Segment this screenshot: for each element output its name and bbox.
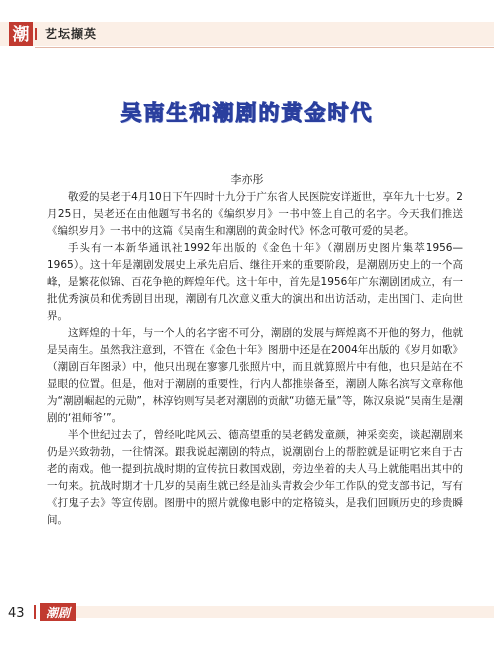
footer-logo-text: 潮剧 <box>45 606 71 620</box>
header-rule <box>35 47 494 48</box>
magazine-logo-icon <box>40 603 76 621</box>
article-title: 吴南生和潮剧的黄金时代 <box>120 100 374 125</box>
footer-divider <box>34 605 36 619</box>
footer-band <box>76 606 494 618</box>
header-divider <box>35 28 37 40</box>
paragraph: 手头有一本新华通讯社1992年出版的《金色十年》（潮剧历史图片集萃1956—1965）。这十年是潮剧发展史上承先启后、继往开来的重要阶段，是潮剧历史上的一个高峰，是繁花似锦、百花争艳的辉煌年代。这十年中，首先是1956年广东潮剧团成立，有一批优秀演员和优秀剧目出现，潮剧有几次意义重大的演出和出访活动，走出国门、走向世界。 <box>47 242 463 322</box>
article-author: 李亦彤 <box>230 173 264 186</box>
page-number: 43 <box>8 606 25 621</box>
article-body <box>47 189 463 529</box>
paragraph: 这辉煌的十年，与一个人的名字密不可分，潮剧的发展与辉煌离不开他的努力，他就是吴南生。虽然我注意到，不管在《金色十年》图册中还是在2004年出版的《岁月如歌》（潮剧百年图录）中，他只出现在寥寥几张照片中，而且就算照片中有他，也只是站在不显眼的位置。但是，他对于潮剧的重要性，行内人都推崇备至，潮剧人陈名滨写文章称他为“潮剧崛起的元勋”，林淳钧则写吴老对潮剧的贡献“功德无量”等，陈汉泉说“吴南生是潮剧的‘祖师爷’”。 <box>47 327 463 424</box>
paragraph: 半个世纪过去了，曾经叱咤风云、德高望重的吴老鹤发童颜，神采奕奕，谈起潮剧来仍是兴致勃勃，一往情深。跟我说起潮剧的特点，说潮剧台上的帮腔就是证明它来自于古老的南戏。他一提到抗战时期的宣传抗日救国戏剧，旁边坐着的夫人马上就能唱出其中的一句来。抗战时期才十几岁的吴南生就已经是汕头青救会少年工作队的党支部书记，写有《打鬼子去》等宣传剧。图册中的照片就像电影中的定格镜头，是我们回顾历史的珍贵瞬间。 <box>47 429 463 526</box>
chao-seal-icon <box>9 22 33 46</box>
section-title: 艺坛撷英 <box>45 27 98 41</box>
header-logo-char: 潮 <box>12 25 30 45</box>
paragraph: 敬爱的吴老于4月10日下午四时十九分于广东省人民医院安详逝世，享年九十七岁。2月25日，吴老还在由他题写书名的《编织岁月》一书中签上自己的名字。今天我们推送《编织岁月》一书中的这篇《吴南生和潮剧的黄金时代》怀念可敬可爱的吴老。 <box>47 191 463 237</box>
